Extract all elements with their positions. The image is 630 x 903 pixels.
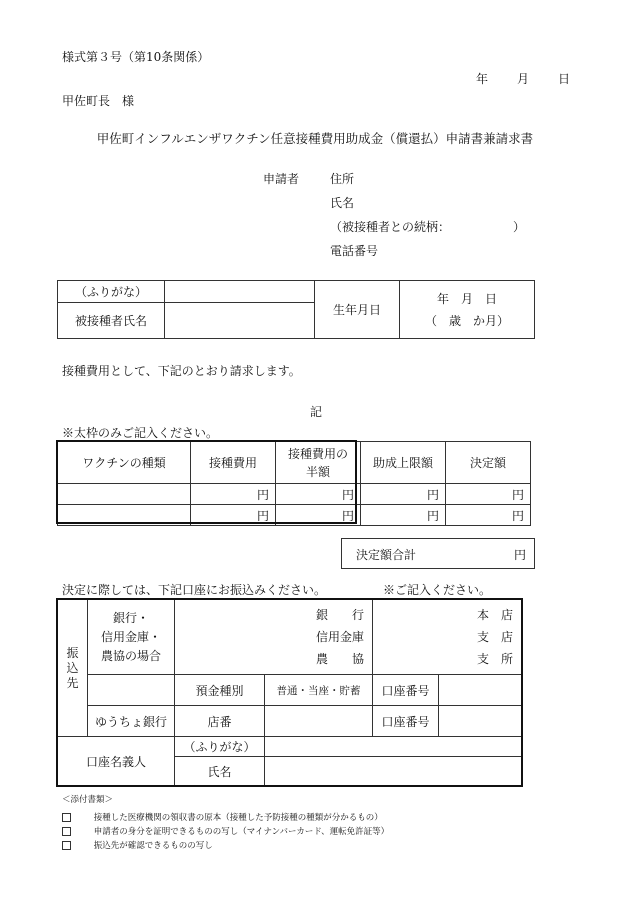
thick-frame-vaccine: [56, 440, 357, 524]
patient-furigana-label: （ふりがな）: [58, 281, 165, 303]
account-no-label: 口座番号: [373, 675, 439, 706]
dob-age: （ 歳 か月）: [424, 313, 509, 328]
applicant-relation-close: ）: [513, 220, 526, 234]
form-number: 様式第３号（第10条関係）: [62, 50, 210, 64]
attachment-item: [62, 811, 383, 823]
cost-field[interactable]: 円: [191, 484, 276, 505]
applicant-label: 申請者: [263, 172, 300, 186]
patient-furigana-field[interactable]: [165, 281, 315, 303]
branch-shiten: 支 店: [477, 630, 514, 644]
dob-field[interactable]: [400, 281, 535, 339]
suffix-nokyo: 農 協: [316, 652, 365, 666]
yucho-account-no-label: 口座番号: [373, 706, 439, 737]
deposit-type-label: 預金種別: [175, 675, 265, 706]
subsidy-limit-header: 助成上限額: [361, 442, 446, 484]
subsidy-limit-cell: 円: [361, 505, 446, 526]
half-cost-header-l1: 接種費用の: [287, 446, 348, 461]
bank-note: ※ご記入ください。: [383, 583, 492, 597]
half-cost-field[interactable]: 円: [276, 505, 361, 526]
attachment-item: [62, 825, 389, 837]
vaccine-type-header: ワクチンの種類: [58, 442, 191, 484]
deposit-options[interactable]: 普通・当座・貯蓄: [265, 675, 373, 706]
ki-label: 記: [310, 405, 323, 419]
store-no-label: 店番: [175, 706, 265, 737]
total-label: 決定額合計: [356, 548, 417, 562]
dob-label: 生年月日: [315, 281, 400, 339]
date-day: 日: [558, 72, 571, 86]
attachment-text: 振込先が確認できるものの写し: [93, 841, 213, 851]
bank-type-l3: 農協の場合: [100, 648, 161, 663]
holder-furigana-label: （ふりがな）: [175, 737, 265, 757]
holder-name-label: 氏名: [175, 757, 265, 786]
thick-frame-note: ※太枠のみご記入ください。: [62, 426, 219, 440]
cost-header: 接種費用: [191, 442, 276, 484]
bank-intro: 決定に際しては、下記口座にお振込みください。: [62, 583, 327, 597]
half-cost-field[interactable]: 円: [276, 484, 361, 505]
thick-frame-bank: [56, 598, 523, 787]
decision-cell: 円: [446, 505, 531, 526]
yucho-label: ゆうちょ銀行: [88, 706, 175, 737]
attachment-text: 申請者の身分を証明できるものの写し（マイナンバーカード、運転免許証等）: [93, 827, 390, 837]
patient-name-label: 被接種者氏名: [58, 303, 165, 339]
decision-cell: 円: [446, 484, 531, 505]
dob-ymd: 年 月 日: [436, 291, 497, 306]
document-title: 甲佐町インフルエンザワクチン任意接種費用助成金（償還払）申請書兼請求書: [96, 131, 534, 146]
applicant-name-label: 氏名: [330, 196, 355, 210]
branch-main: 本 店: [477, 608, 514, 622]
attachment-text: 接種した医療機関の領収書の原本（接種した予防接種の種類が分かるもの）: [93, 813, 383, 823]
applicant-relation-label: （被接種者との続柄：: [330, 220, 451, 234]
furikomi-text: 振込先: [66, 645, 79, 690]
attachments-title: ＜添付書類＞: [62, 795, 114, 805]
bank-type-l2: 信用金庫・: [100, 629, 161, 644]
patient-name-field[interactable]: [165, 303, 315, 339]
branch-shisho: 支 所: [477, 652, 514, 666]
suffix-bank: 銀 行: [316, 608, 365, 622]
total-yen: 円: [513, 548, 526, 562]
half-cost-header-l2: 半額: [305, 464, 330, 479]
date-month: 月: [517, 72, 530, 86]
patient-table: [57, 280, 535, 339]
total-box: [341, 538, 535, 569]
checkbox[interactable]: [62, 841, 71, 850]
date-year: 年: [476, 72, 489, 86]
claim-text: 接種費用として、下記のとおり請求します。: [62, 364, 301, 378]
checkbox[interactable]: [62, 827, 71, 836]
holder-label: 口座名義人: [58, 737, 175, 786]
checkbox[interactable]: [62, 813, 71, 822]
applicant-phone-label: 電話番号: [330, 244, 379, 258]
bank-type-l1: 銀行・: [112, 610, 149, 625]
suffix-shinkin: 信用金庫: [316, 630, 365, 644]
addressee: 甲佐町長 様: [62, 94, 135, 108]
applicant-address-label: 住所: [330, 172, 355, 186]
attachment-item: [62, 839, 213, 851]
subsidy-limit-cell: 円: [361, 484, 446, 505]
cost-field[interactable]: 円: [191, 505, 276, 526]
decision-header: 決定額: [446, 442, 531, 484]
